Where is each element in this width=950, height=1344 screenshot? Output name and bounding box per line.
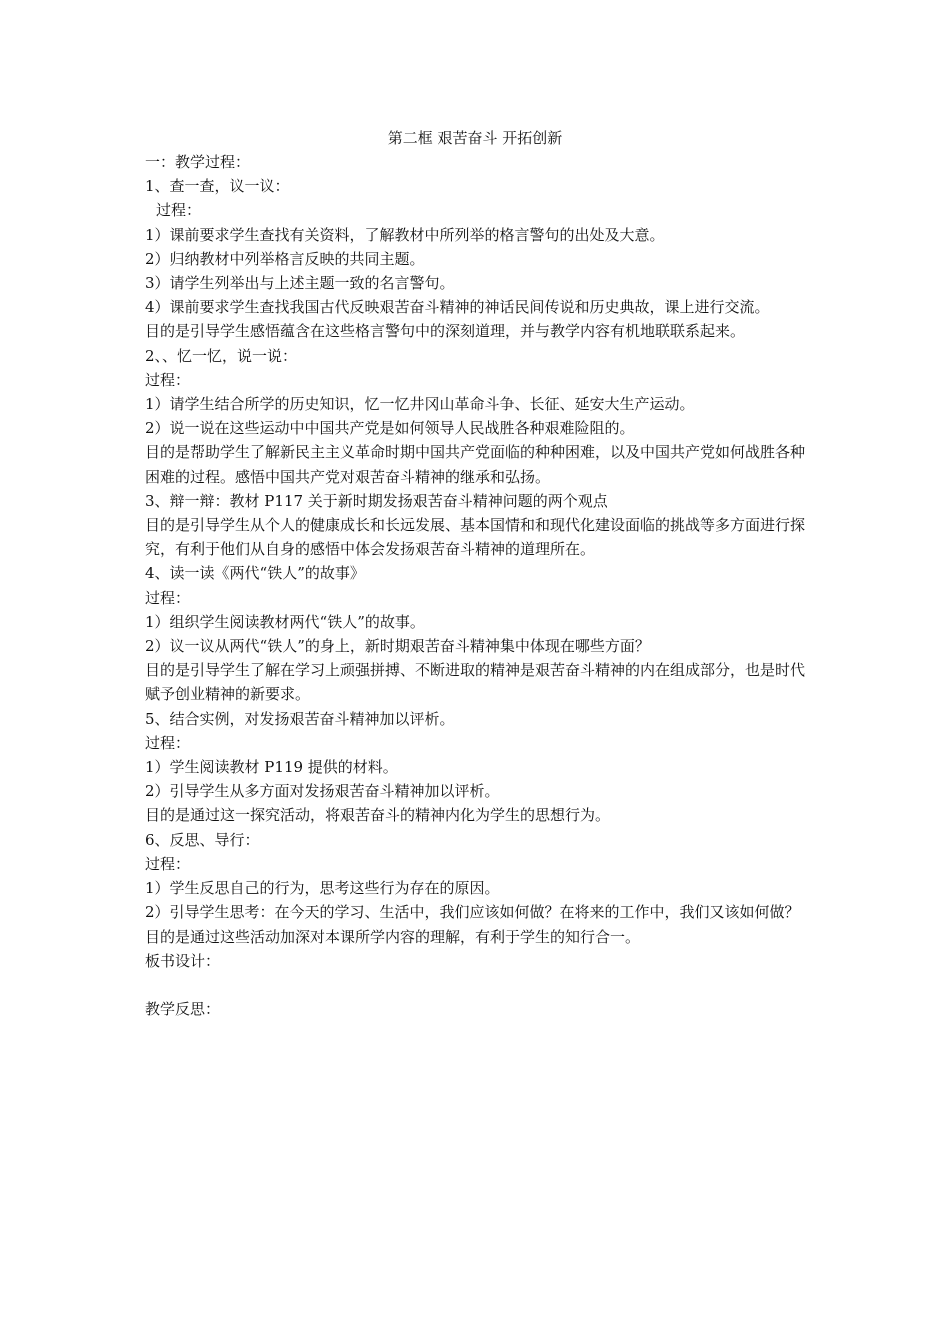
process-item: 4）课前要求学生查找我国古代反映艰苦奋斗精神的神话民间传说和历史典故，课上进行交流。 [145,298,770,317]
process-item: 1）学生阅读教材 P119 提供的材料。 [145,758,398,777]
process-label: 过程： [145,588,191,607]
purpose-paragraph: 目的是通过这一探究活动，将艰苦奋斗的精神内化为学生的思想行为。 [145,806,611,825]
document-body [145,150,810,1021]
process-item: 3）请学生列举出与上述主题一致的名言警句。 [145,274,455,293]
purpose-paragraph: 目的是帮助学生了解新民主主义革命时期中国共产党面临的种种困难，以及中国共产党如何战胜各种困难的过程。感悟中国共产党对艰苦奋斗精神的继承和弘扬。 [145,443,806,486]
process-item: 2）议一议从两代“铁人”的身上，新时期艰苦奋斗精神集中体现在哪些方面？ [145,637,650,656]
section-heading: 一：教学过程： [145,153,251,171]
process-item: 1）组织学生阅读教材两代“铁人”的故事。 [145,612,425,631]
document-title: 第二框 艰苦奋斗 开拓创新 [387,129,563,147]
process-item: 1）请学生结合所学的历史知识，忆一忆井冈山革命斗争、长征、延安大生产运动。 [145,395,695,414]
purpose-paragraph: 目的是引导学生从个人的健康成长和长远发展、基本国情和和现代化建设面临的挑战等多方面进行探究，有利于他们从自身的感悟中体会发扬艰苦奋斗精神的道理所在。 [145,516,806,559]
step-heading: 3、辩一辩：教材 P117 关于新时期发扬艰苦奋斗精神问题的两个观点 [145,491,608,510]
process-label: 过程： [145,854,191,873]
step-heading: 2、、忆一忆，说一说： [145,346,298,365]
blackboard-design-label: 板书设计： [145,951,221,970]
process-item: 2）说一说在这些运动中中国共产党是如何领导人民战胜各种艰难险阻的。 [145,419,635,438]
process-label: 过程： [145,733,191,752]
step-heading: 5、结合实例，对发扬艰苦奋斗精神加以评析。 [145,709,455,728]
blank-line [145,973,810,997]
step-heading: 1、查一查，议一议： [145,177,290,196]
step-heading: 6、反思、导行： [145,830,260,849]
step-heading: 4、读一读《两代“铁人”的故事》 [145,564,365,583]
process-label: 过程： [145,370,191,389]
process-label: 过程： [156,201,202,220]
process-item: 1）学生反思自己的行为，思考这些行为存在的原因。 [145,879,500,898]
purpose-paragraph: 目的是引导学生了解在学习上顽强拼搏、不断进取的精神是艰苦奋斗精神的内在组成部分，也是时代赋予创业精神的新要求。 [145,661,806,704]
process-item: 2）归纳教材中列举格言反映的共同主题。 [145,249,425,268]
purpose-paragraph: 目的是引导学生感悟蕴含在这些格言警句中的深刻道理，并与教学内容有机地联联系起来。 [145,322,746,341]
teaching-reflection-label: 教学反思： [145,1000,221,1019]
process-item: 1）课前要求学生查找有关资料，了解教材中所列举的格言警句的出处及大意。 [145,225,665,244]
process-item: 2）引导学生思考：在今天的学习、生活中，我们应该如何做？在将来的工作中，我们又该如何做？ [145,903,800,922]
process-item: 2）引导学生从多方面对发扬艰苦奋斗精神加以评析。 [145,782,500,801]
purpose-paragraph: 目的是通过这些活动加深对本课所学内容的理解，有利于学生的知行合一。 [145,927,641,946]
